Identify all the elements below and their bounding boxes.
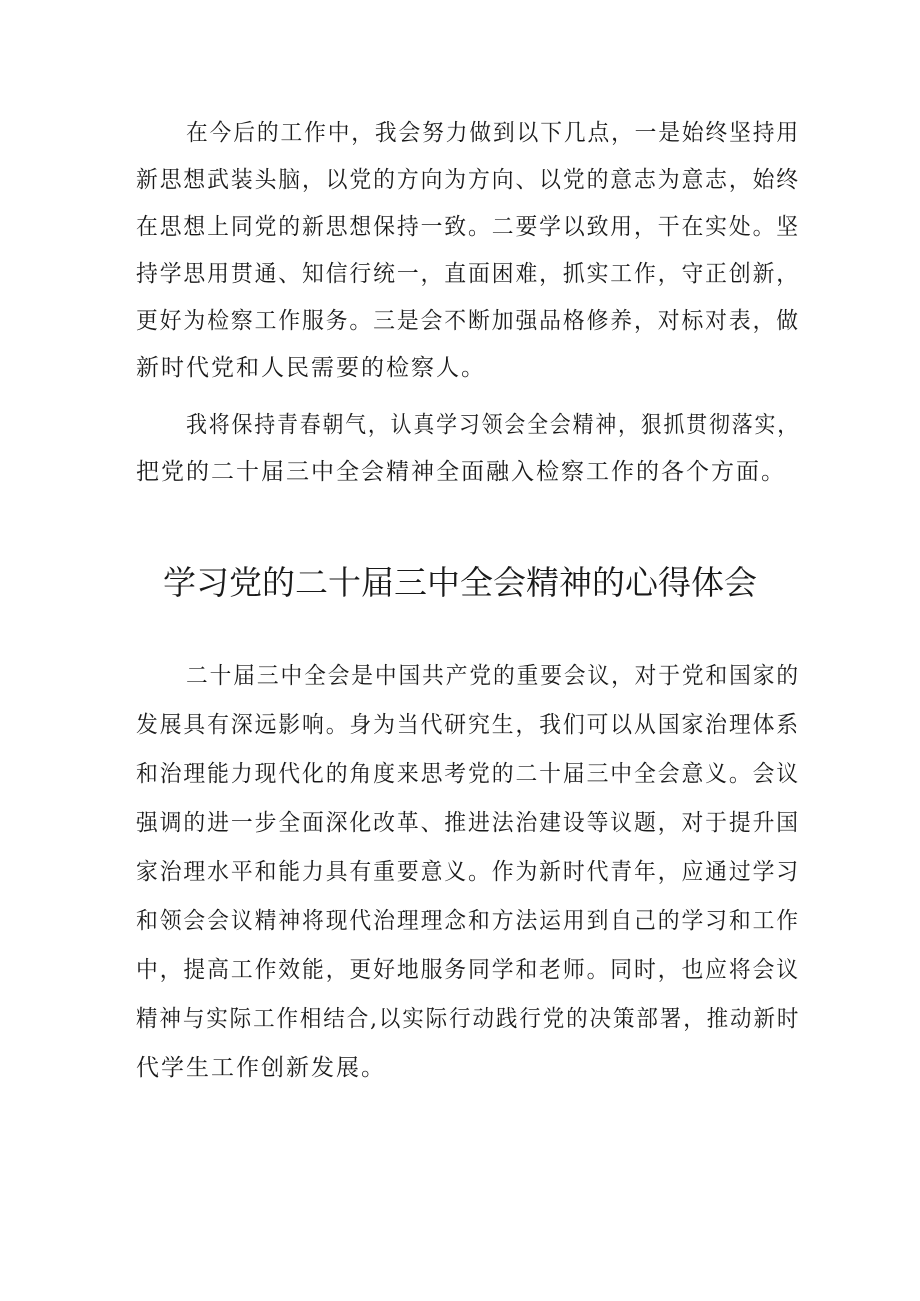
paragraph-line: 二十届三中全会是中国共产党的重要会议，对于党和国家的	[186, 663, 800, 689]
paragraph-line: 中，提高工作效能，更好地服务同学和老师。同时，也应将会议	[136, 957, 801, 983]
paragraph-line: 新时代党和人民需要的检察人。	[136, 355, 486, 381]
paragraph-line: 发展具有深远影响。身为当代研究生，我们可以从国家治理体系	[136, 712, 801, 738]
paragraph-line: 和领会会议精神将现代治理理念和方法运用到自己的学习和工作	[136, 908, 801, 934]
paragraph-line: 更好为检察工作服务。三是会不断加强品格修养，对标对表，做	[136, 308, 801, 334]
paragraph-line: 新思想武装头脑，以党的方向为方向、以党的意志为意志，始终	[136, 167, 801, 193]
paragraph-line: 我将保持青春朝气，认真学习领会全会精神，狠抓贯彻落实，	[186, 412, 800, 438]
paragraph-line: 强调的进一步全面深化改革、推进法治建设等议题，对于提升国	[136, 810, 801, 836]
paragraph-line: 持学思用贯通、知信行统一，直面困难，抓实工作，守正创新，	[136, 261, 801, 287]
paragraph-line: 在思想上同党的新思想保持一致。二要学以致用，干在实处。坚	[136, 214, 801, 240]
paragraph-line: 在今后的工作中，我会努力做到以下几点，一是始终坚持用	[186, 120, 800, 146]
paragraph-line: 家治理水平和能力具有重要意义。作为新时代青年，应通过学习	[136, 859, 801, 885]
section-title: 学习党的二十届三中全会精神的心得体会	[163, 563, 757, 602]
paragraph-line: 和治理能力现代化的角度来思考党的二十届三中全会意义。会议	[136, 761, 801, 787]
paragraph-line: 代学生工作创新发展。	[136, 1055, 386, 1081]
paragraph-line: 把党的二十届三中全会精神全面融入检察工作的各个方面。	[136, 459, 786, 485]
paragraph-line: 精神与实际工作相结合,以实际行动践行党的决策部署，推动新时	[136, 1006, 801, 1032]
